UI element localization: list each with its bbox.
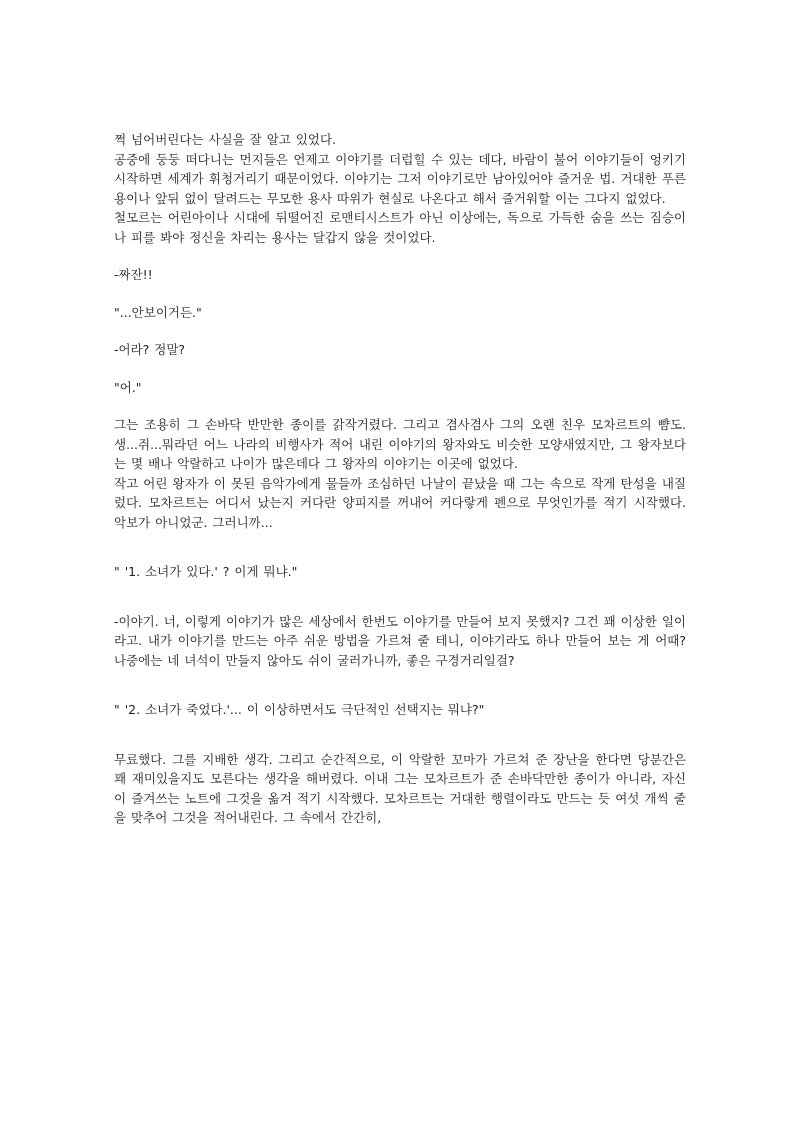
paragraph-spacer	[114, 360, 686, 378]
paragraph-spacer	[114, 322, 686, 340]
dialogue-line: -짜잔!!	[114, 267, 153, 282]
dialogue-line: "...안보이거든."	[114, 304, 202, 320]
paragraph-spacer	[114, 670, 686, 700]
paragraph-spacer	[114, 582, 686, 612]
dialogue-line: "어."	[114, 379, 142, 395]
dialogue-line: " '1. 소녀가 있다.' ? 이게 뭐냐."	[114, 564, 298, 579]
dialogue-line: -어라? 정말?	[114, 342, 186, 357]
paragraph: -이야기. 너, 이렇게 이야기가 많은 세상에서 한번도 이야기를 만들어 보지 못했지? 그건 꽤 이상한 일이라고. 내가 이야기를 만드는 아주 쉬운 방법을 가르쳐 줄 테니, 이야기라도 하나 만들어 보는 게 어때? 나중에는 네 녀석이 만들지 않아도 쉬이 굴러가니까, 좋은 구경거리일걸?	[114, 613, 686, 668]
paragraph: 그는 조용히 그 손바닥 반만한 종이를 갉작거렸다. 그리고 겸사겸사 그의 오랜 친우 모차르트의 뺨도. 생...쥐...뭐라던 어느 나라의 비행사가 적어 내린 이야기의 왕자와도 비슷한 모양새였지만, 그 왕자보다는 몇 배나 악랄하고 나이가 많은데다 그 왕자의 이야기는 이곳에 없었다.	[114, 417, 686, 471]
paragraph: 공중에 둥둥 떠다니는 먼지들은 언제고 이야기를 더럽힐 수 있는 데다, 바람이 불어 이야기들이 엉키기 시작하면 세계가 휘청거리기 때문이었다. 이야기는 그저 이야기로만 남아있어야 즐거운 법. 거대한 푸른 용이나 앞뒤 없이 달려드는 무모한 용사 따위가 현실로 나온다고 해서 즐거워할 이는 그다지 없었다.	[114, 151, 686, 206]
paragraph: 철모르는 어린아이나 시대에 뒤떨어진 로맨티시스트가 아닌 이상에는, 독으로 가득한 숨을 쓰는 짐승이나 피를 봐야 정신을 차리는 용사는 달갑지 않을 것이었다.	[114, 210, 686, 245]
paragraph-spacer	[114, 397, 686, 415]
dialogue-line: " '2. 소녀가 죽었다.'... 이 이상하면서도 극단적인 선택지는 뭐냐?"	[114, 702, 485, 717]
paragraph-spacer	[114, 247, 686, 265]
paragraph-spacer	[114, 285, 686, 303]
paragraph: 쩍 넘어버린다는 사실을 잘 알고 있었다.	[114, 132, 337, 147]
paragraph-spacer	[114, 720, 686, 750]
paragraph: 무료했다. 그를 지배한 생각. 그리고 순간적으로, 이 악랄한 꼬마가 가르쳐 준 장난을 한다면 당분간은 꽤 재미있을지도 모른다는 생각을 해버렸다. 이내 그는 모차르트가 준 손바닥만한 종이가 아니라, 자신이 즐겨쓰는 노트에 그것을 옮겨 적기 시작했다. 모차르트는 거대한 행렬이라도 만드는 듯 여섯 개씩 줄을 맞추어 그것을 적어내린다. 그 속에서 간간히,	[114, 751, 686, 825]
paragraph-spacer	[114, 532, 686, 562]
paragraph: 작고 어린 왕자가 이 못된 음악가에게 물들까 조심하던 나날이 끝났을 때 그는 속으로 작게 탄성을 내질렀다. 모차르트는 어디서 났는지 커다란 양피지를 꺼내어 커다랗게 펜으로 무엇인가를 적기 시작했다. 악보가 아니었군. 그러니까...	[114, 475, 686, 530]
